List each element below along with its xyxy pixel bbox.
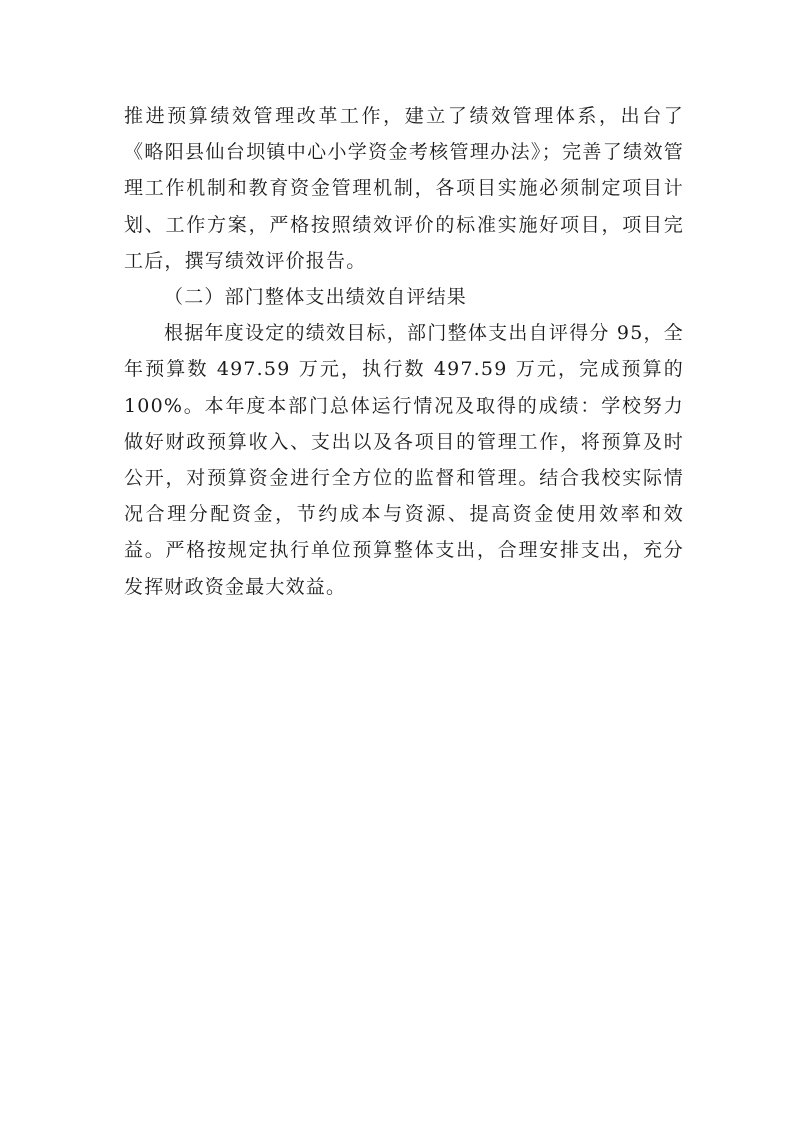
document-body	[124, 98, 684, 605]
paragraph-self-evaluation: 根据年度设定的绩效目标，部门整体支出自评得分 95，全年预算数 497.59 万元，执行数 497.59 万元，完成预算的 100%。本年度本部门总体运行情况及取得的成绩：学校努力做好财政预算收入、支出以及各项目的管理工作，将预算及时公开，对预算资金进行全方位的监督和管理。结合我校实际情况合理分配资金，节约成本与资源、提高资金使用效率和效益。严格按规定执行单位预算整体支出，合理安排支出，充分发挥财政资金最大效益。	[124, 322, 684, 598]
paragraph-budget-reform: 推进预算绩效管理改革工作，建立了绩效管理体系，出台了《略阳县仙台坝镇中心小学资金考核管理办法》；完善了绩效管理工作机制和教育资金管理机制，各项目实施必须制定项目计划、工作方案，严格按照绩效评价的标准实施好项目，项目完工后，撰写绩效评价报告。	[124, 105, 684, 272]
section-heading: （二）部门整体支出绩效自评结果	[164, 286, 468, 309]
